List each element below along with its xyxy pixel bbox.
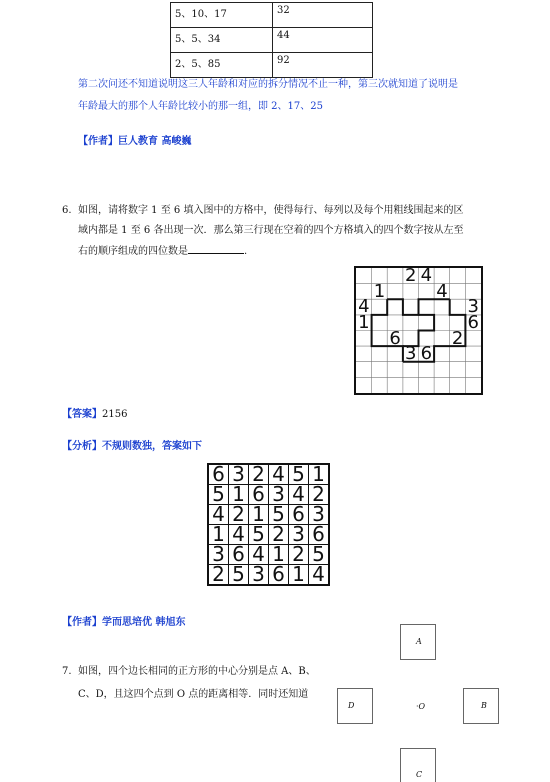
puzzle-given-digit: 2 <box>404 265 417 286</box>
label-d: D <box>348 701 355 710</box>
ages-cell: 2、5、85 <box>171 53 273 78</box>
age-sum-table <box>170 2 373 78</box>
solution-cell: 5 <box>269 505 289 525</box>
solution-cell: 1 <box>269 545 289 565</box>
puzzle-given-digit: 4 <box>436 280 448 302</box>
puzzle-given-digit: 1 <box>373 280 386 302</box>
question-6-line-3-text: 右的顺序组成的四位数是 <box>78 246 188 257</box>
solution-cell: 5 <box>249 525 269 545</box>
solution-cell: 4 <box>249 545 269 565</box>
question-6-line-3-end: . <box>244 246 248 257</box>
ages-cell: 5、10、17 <box>171 3 273 28</box>
solution-cell: 1 <box>208 525 229 545</box>
answer-bracket: 【答案】 <box>62 409 102 420</box>
solution-cell: 6 <box>229 545 249 565</box>
puzzle-given-digit: 2 <box>451 327 464 349</box>
sudoku-solution-grid <box>207 463 330 586</box>
solution-cell: 6 <box>249 485 269 505</box>
solution-cell: 4 <box>229 525 249 545</box>
solution-cell: 1 <box>309 464 330 485</box>
solution-cell: 6 <box>208 464 229 485</box>
question-7-line-2: C、D，且这四个点到 O 点的距离相等．同时还知道 <box>78 689 309 700</box>
solution-cell: 4 <box>208 505 229 525</box>
point-o: ·O <box>416 702 426 711</box>
puzzle-given-digit: 4 <box>358 296 370 318</box>
label-o: O <box>418 702 426 711</box>
solution-cell: 1 <box>249 505 269 525</box>
puzzle-given-digit: 3 <box>467 296 479 318</box>
analysis-text: 不规则数独，答案如下 <box>102 441 202 452</box>
sum-cell: 44 <box>273 28 373 53</box>
author-2-bracket: 【作者】 <box>62 617 102 628</box>
solution-cell: 3 <box>208 545 229 565</box>
square-c <box>400 748 436 782</box>
author-1 <box>78 132 191 147</box>
answer-blank <box>188 241 244 254</box>
label-c: C <box>416 770 423 779</box>
explanation-line-1: 第二次问还不知道说明这三人年龄和对应的拆分情况不止一种，第三次就知道了说明是 <box>78 79 458 90</box>
solution-row <box>208 464 329 485</box>
author-2-name: 学而思培优 韩旭东 <box>102 617 186 628</box>
solution-row <box>208 545 329 565</box>
solution-cell: 4 <box>289 485 309 505</box>
author-1-bracket: 【作者】 <box>78 136 118 147</box>
puzzle-given-digit: 3 <box>404 343 417 365</box>
author-2 <box>62 613 185 628</box>
square-d <box>337 688 373 724</box>
answer-line <box>62 405 127 420</box>
age-table-row <box>171 28 373 53</box>
answer-value: 2156 <box>102 409 128 420</box>
age-table-row <box>171 53 373 78</box>
square-a <box>400 624 436 660</box>
solution-cell: 3 <box>229 464 249 485</box>
solution-row <box>208 565 329 586</box>
solution-cell: 2 <box>229 505 249 525</box>
puzzle-given-digit: 6 <box>420 343 433 365</box>
sum-cell: 32 <box>273 3 373 28</box>
solution-cell: 2 <box>309 485 330 505</box>
age-table-row <box>171 3 373 28</box>
solution-cell: 6 <box>269 565 289 586</box>
author-1-name: 巨人教育 高峻巍 <box>118 136 192 147</box>
puzzle-given-digit: 1 <box>358 311 370 333</box>
analysis-bracket: 【分析】 <box>62 441 102 452</box>
solution-row <box>208 505 329 525</box>
explanation-line-2: 年龄最大的那个人年龄比较小的那一组，即 2、17、25 <box>78 101 323 112</box>
question-7-line-1: 如图，四个边长相同的正方形的中心分别是点 A、B、 <box>78 666 316 677</box>
solution-cell: 3 <box>249 565 269 586</box>
sum-cell: 92 <box>273 53 373 78</box>
solution-cell: 1 <box>289 565 309 586</box>
question-6-line-1: 如图，请将数字 1 至 6 填入图中的方格中，使得每行、每列以及每个用粗线围起来的区 <box>78 205 464 216</box>
irregular-sudoku-puzzle <box>354 266 483 395</box>
solution-cell: 1 <box>229 485 249 505</box>
solution-cell: 3 <box>309 505 330 525</box>
solution-cell: 6 <box>309 525 330 545</box>
question-7-number: 7. <box>62 666 72 677</box>
puzzle-given-digit: 6 <box>389 327 401 349</box>
analysis-line <box>62 437 202 452</box>
question-6-line-3 <box>78 241 247 262</box>
puzzle-given-digit: 6 <box>467 311 479 333</box>
solution-cell: 3 <box>289 525 309 545</box>
puzzle-given-digit: 4 <box>420 265 433 286</box>
solution-cell: 4 <box>269 464 289 485</box>
solution-row <box>208 525 329 545</box>
label-a: A <box>416 637 422 646</box>
solution-cell: 2 <box>249 464 269 485</box>
solution-cell: 5 <box>289 464 309 485</box>
ages-cell: 5、5、34 <box>171 28 273 53</box>
solution-cell: 3 <box>269 485 289 505</box>
question-6-number: 6. <box>62 205 72 216</box>
solution-cell: 5 <box>229 565 249 586</box>
solution-cell: 4 <box>309 565 330 586</box>
solution-cell: 5 <box>208 485 229 505</box>
solution-cell: 5 <box>309 545 330 565</box>
square-b <box>463 688 499 724</box>
solution-cell: 2 <box>269 525 289 545</box>
solution-row <box>208 485 329 505</box>
solution-cell: 2 <box>289 545 309 565</box>
solution-cell: 6 <box>289 505 309 525</box>
solution-cell: 2 <box>208 565 229 586</box>
label-b: B <box>481 701 487 710</box>
question-6-line-2: 域内都是 1 至 6 各出现一次．那么第三行现在空着的四个方格填入的四个数字按从左至 <box>78 225 464 236</box>
